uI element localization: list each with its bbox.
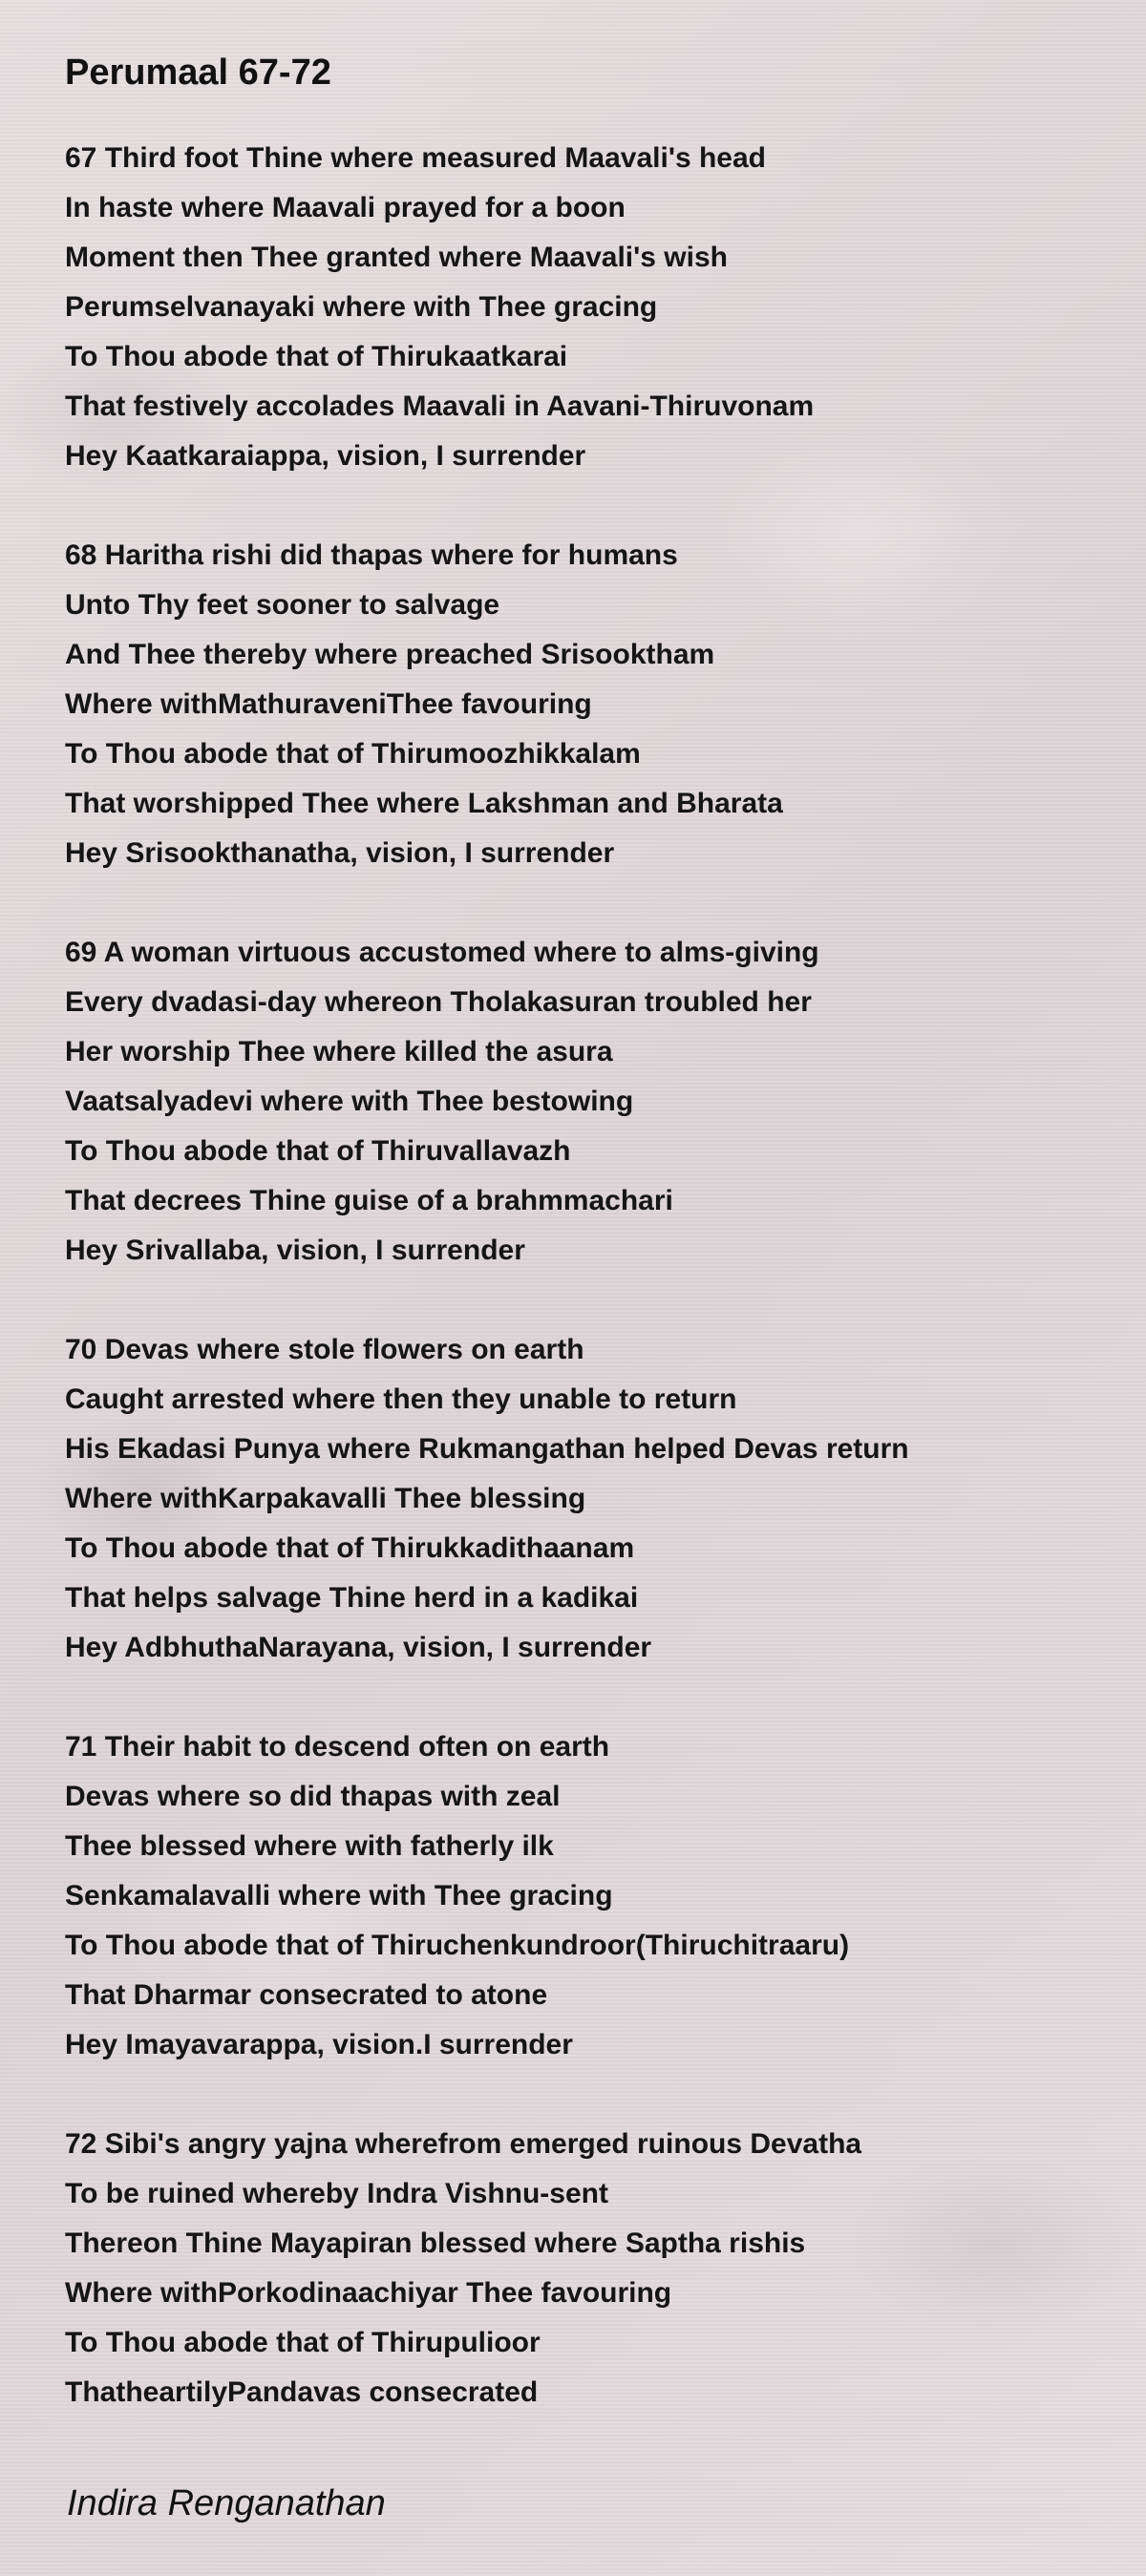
poem-author[interactable]: Indira Renganathan [67, 2483, 386, 2523]
poem-line: 68 Haritha rishi did thapas where for humans [65, 539, 678, 571]
poem-line: Hey Srisookthanatha, vision, I surrender [65, 837, 615, 869]
poem-line: And Thee thereby where preached Srisooktham [65, 639, 715, 670]
poem-line: To Thou abode that of Thirupulioor [65, 2327, 541, 2358]
stanza-67 [65, 134, 1081, 481]
poem-line: To Thou abode that of Thirukaatkarai [65, 341, 568, 372]
poem-line: Vaatsalyadevi where with Thee bestowing [65, 1086, 634, 1117]
poem-line: 71 Their habit to descend often on earth [65, 1731, 610, 1763]
poem-line: To Thou abode that of Thirukkadithaanam [65, 1532, 635, 1564]
poem-line: Where withPorkodinaachiyar Thee favouring [65, 2277, 672, 2309]
poem-line: Hey Imayavarappa, vision.I surrender [65, 2029, 573, 2060]
stanza-71 [65, 1722, 1081, 2070]
poem-line: Senkamalavalli where with Thee gracing [65, 1880, 613, 1911]
poem-line: Thereon Thine Mayapiran blessed where Saptha rishis [65, 2228, 806, 2259]
poem-line: That festively accolades Maavali in Aavani-Thiruvonam [65, 391, 815, 422]
poem-line: Where withKarpakavalli Thee blessing [65, 1483, 586, 1514]
poem-line: 72 Sibi's angry yajna wherefrom emerged ruinous Devatha [65, 2128, 862, 2160]
poem-line: That helps salvage Thine herd in a kadikai [65, 1582, 639, 1614]
poem-line: Caught arrested where then they unable to return [65, 1383, 737, 1415]
poem-line: Moment then Thee granted where Maavali's wish [65, 242, 728, 273]
poem-line: Perumselvanayaki where with Thee gracing [65, 291, 658, 323]
poem-line: Thee blessed where with fatherly ilk [65, 1830, 554, 1862]
poem-line: Her worship Thee where killed the asura [65, 1036, 613, 1067]
poem-line: To Thou abode that of Thiruchenkundroor(Thiruchitraaru) [65, 1930, 850, 1961]
poem-line: Devas where so did thapas with zeal [65, 1781, 561, 1812]
stanza-68 [65, 531, 1081, 878]
poem-line: That worshipped Thee where Lakshman and Bharata [65, 788, 783, 819]
poem-line: In haste where Maavali prayed for a boon [65, 192, 626, 223]
stanza-70 [65, 1325, 1081, 1673]
poem-line: 70 Devas where stole flowers on earth [65, 1334, 584, 1365]
poem-line: Hey AdbhuthaNarayana, vision, I surrender [65, 1632, 652, 1663]
poem-line: That decrees Thine guise of a brahmmachari [65, 1185, 673, 1216]
poem-line: Hey Srivallaba, vision, I surrender [65, 1235, 525, 1266]
poem-line: To Thou abode that of Thirumoozhikkalam [65, 738, 641, 770]
poem-line: 69 A woman virtuous accustomed where to alms-giving [65, 937, 819, 968]
poem-line: His Ekadasi Punya where Rukmangathan helped Devas return [65, 1433, 909, 1465]
poem-line: 67 Third foot Thine where measured Maavali's head [65, 142, 767, 174]
poem-line: Where withMathuraveniThee favouring [65, 688, 592, 720]
poem-title: Perumaal 67-72 [65, 53, 331, 93]
poem-line: ThatheartilyPandavas consecrated [65, 2376, 539, 2408]
poem-line: To be ruined whereby Indra Vishnu-sent [65, 2178, 608, 2209]
poem-line: Hey Kaatkaraiappa, vision, I surrender [65, 440, 586, 472]
poem-line: That Dharmar consecrated to atone [65, 1979, 548, 2011]
poem-line: Unto Thy feet sooner to salvage [65, 589, 500, 621]
stanza-69 [65, 928, 1081, 1276]
stanza-72 [65, 2120, 1081, 2418]
poem-line: Every dvadasi-day whereon Tholakasuran troubled her [65, 986, 812, 1018]
poem-line: To Thou abode that of Thiruvallavazh [65, 1135, 571, 1167]
